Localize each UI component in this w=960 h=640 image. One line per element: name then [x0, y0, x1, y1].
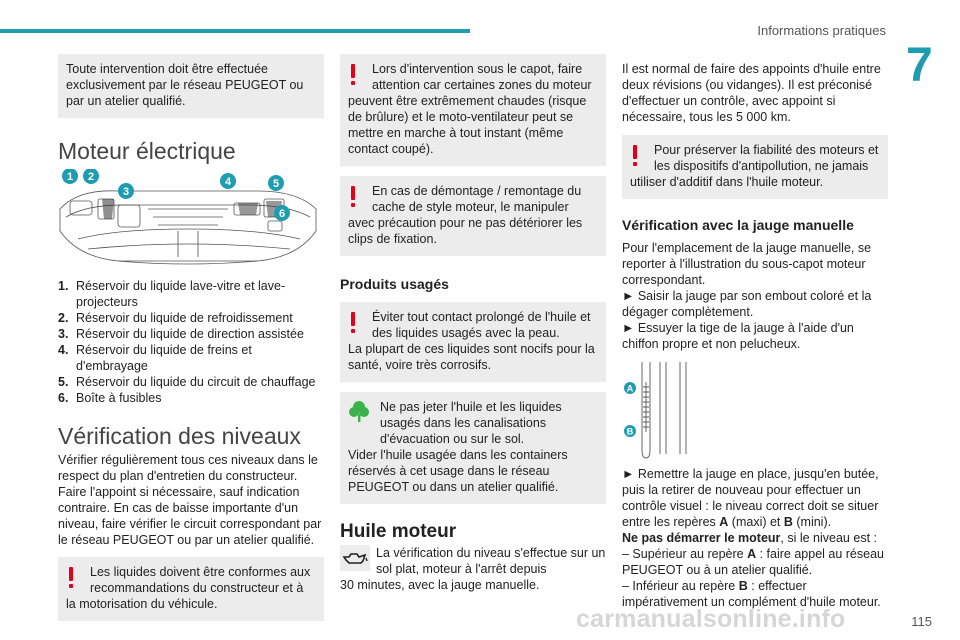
watermark: carmanualsonline.info: [576, 605, 846, 633]
dipstick-illustration: [622, 362, 702, 462]
list-item-number: 6.: [58, 391, 69, 405]
warning-text-first: Pour préserver la fiabilité des moteurs et: [654, 143, 879, 157]
warning-icon: [348, 186, 358, 208]
column-left: [58, 54, 324, 621]
eco-text-extra: Vider l'huile usagée dans les containers réservés à cet usage dans le réseau PEUGEOT ou dans un atelier qualifié.: [348, 448, 568, 494]
section-title-produits: Produits usagés: [340, 276, 449, 292]
tree-icon: [348, 399, 370, 427]
notice-box: [58, 54, 324, 118]
warning-box-contact: [340, 302, 606, 382]
huile-intro-text: Il est normal de faire des appoints d'huile entre deux révisions (ou vidanges). Il est préconisé d'effectuer un contrôle, avec appoint si nécessaire, tous les 5 000 km.: [622, 62, 881, 124]
step-1: ► Saisir la jauge par son embout coloré et la dégager complètement.: [622, 289, 872, 319]
warning-text-rest: cache de style moteur, le manipuler avec précaution pour ne pas détériorer les clips de fixation.: [348, 200, 583, 246]
list-item-text: Boîte à fusibles: [76, 391, 162, 405]
list-item-text: Réservoir du liquide de direction assistée: [76, 327, 304, 341]
callout-4: [220, 173, 236, 189]
verification-text: Vérifier régulièrement tous ces niveaux dans le respect du plan d'entretien du constructeur. Faire l'appoint si nécessaire, sauf indication contraire. En cas de baisse importante d'un niveau, faire vérifier le circuit correspondant par le réseau PEUGEOT ou par un atelier qualifié.: [58, 453, 322, 547]
list-item-number: 3.: [58, 327, 69, 341]
warning-icon: [348, 312, 358, 334]
warning-text-first: Éviter tout contact prolongé de l'huile et: [372, 310, 591, 324]
callout-1: [62, 169, 78, 184]
marker-b: [624, 425, 636, 437]
warning-text-first: Lors d'intervention sous le capot, faire: [372, 62, 583, 76]
warning-icon: [630, 145, 640, 167]
figure-callouts: [58, 169, 320, 271]
ne-pas-demarrer: Ne pas démarrer le moteur, si le niveau est :: [622, 531, 877, 545]
section-title-huile: Huile moteur: [340, 521, 457, 542]
warning-text-rest: les dispositifs d'antipollution, ne jamais utiliser d'additif dans l'huile moteur.: [630, 159, 869, 189]
list-item: [58, 390, 324, 406]
list-item-number: 5.: [58, 375, 69, 389]
marker-b-label: B: [626, 426, 634, 437]
callout-5: [268, 175, 284, 191]
list-item: [58, 310, 324, 326]
warning-text-rest: recommandations du constructeur et à la motorisation du véhicule.: [66, 581, 304, 611]
chapter-number: 7: [906, 39, 933, 92]
marker-a: [624, 382, 636, 394]
warning-text-rest: attention car certaines zones du moteur peuvent être extrêmement chaudes (risque de brûlure) et le moto-ventilateur peut se mettre en marche à tout instant (même contact coupé).: [348, 78, 592, 156]
callout-3-label: 3: [122, 186, 130, 198]
header-title: Informations pratiques: [757, 23, 886, 38]
callout-2-label: 2: [87, 171, 95, 183]
column-middle: [340, 54, 606, 593]
callout-2: [83, 169, 99, 184]
list-item: [58, 342, 324, 374]
warning-box-capot: [340, 54, 606, 166]
callout-6-label: 6: [278, 208, 286, 220]
callout-3: [118, 183, 134, 199]
callout-5-label: 5: [272, 178, 280, 190]
column-right: [622, 54, 888, 610]
jauge-text: Pour l'emplacement de la jauge manuelle, se reporter à l'illustration du sous-capot moteur correspondant.: [622, 241, 872, 287]
warning-icon: [348, 64, 358, 86]
section-title-verification: Vérification des niveaux: [58, 423, 301, 449]
eco-text-rest: usagés dans les canalisations d'évacuation ou sur le sol.: [380, 416, 547, 446]
callout-6: [274, 205, 290, 221]
warning-box-liquides: [58, 557, 324, 621]
warning-icon: [66, 567, 76, 589]
eco-text-first: Ne pas jeter l'huile et les liquides: [380, 400, 562, 414]
list-item-number: 1.: [58, 279, 69, 293]
warning-text-first: Les liquides doivent être conformes aux: [90, 565, 311, 579]
warning-text-rest: des liquides usagés avec la peau.: [372, 326, 560, 340]
case-inferieur: – Inférieur au repère B : effectuer impérativement un complément d'huile moteur.: [622, 579, 881, 609]
warning-text-first: En cas de démontage / remontage du: [372, 184, 582, 198]
callout-4-label: 4: [224, 176, 232, 188]
notice-text: Toute intervention doit être effectuée exclusivement par le réseau PEUGEOT ou par un atelier qualifié.: [66, 62, 304, 108]
list-item: [58, 374, 324, 390]
case-superieur: – Supérieur au repère A : faire appel au réseau PEUGEOT ou à un atelier qualifié.: [622, 547, 884, 577]
list-item-text: Réservoir du liquide lave-vitre et lave-projecteurs: [76, 279, 286, 309]
huile-text-first: La vérification du niveau s'effectue sur un: [376, 546, 606, 560]
components-list: [58, 278, 324, 406]
marker-a-label: A: [626, 383, 634, 394]
header-accent-bar: [0, 29, 470, 33]
list-item-text: Réservoir du liquide de refroidissement: [76, 311, 293, 325]
huile-text-second: sol plat, moteur à l'arrêt depuis: [376, 562, 547, 576]
section-title-moteur: Moteur électrique: [58, 138, 236, 164]
list-item-text: Réservoir du liquide du circuit de chauffage: [76, 375, 316, 389]
list-item-number: 2.: [58, 311, 69, 325]
section-title-jauge: Vérification avec la jauge manuelle: [622, 217, 854, 233]
huile-intro: [340, 545, 606, 593]
dipstick-drawing: [622, 362, 702, 462]
page-number: 115: [911, 614, 932, 629]
list-item: [58, 278, 324, 310]
warning-text-extra: La plupart de ces liquides sont nocifs pour la santé, voire très corrosifs.: [348, 342, 595, 372]
oil-can-icon: [340, 545, 370, 575]
callout-1-label: 1: [66, 171, 74, 183]
list-item-number: 4.: [58, 343, 69, 357]
engine-illustration: [58, 169, 320, 271]
warning-box-cache: [340, 176, 606, 256]
eco-box: [340, 392, 606, 504]
huile-text-rest: 30 minutes, avec la jauge manuelle.: [340, 578, 540, 592]
list-item-text: Réservoir du liquide de freins et d'embrayage: [76, 343, 252, 373]
step-3: ► Remettre la jauge en place, jusqu'en butée, puis la retirer de nouveau pour effectuer un contrôle visuel : le niveau correct doit se situer entre les repères A (maxi) et B (mini).: [622, 467, 879, 529]
list-item: [58, 326, 324, 342]
step-2: ► Essuyer la tige de la jauge à l'aide d'un chiffon propre et non pelucheux.: [622, 321, 854, 351]
warning-box-additif: [622, 135, 888, 199]
